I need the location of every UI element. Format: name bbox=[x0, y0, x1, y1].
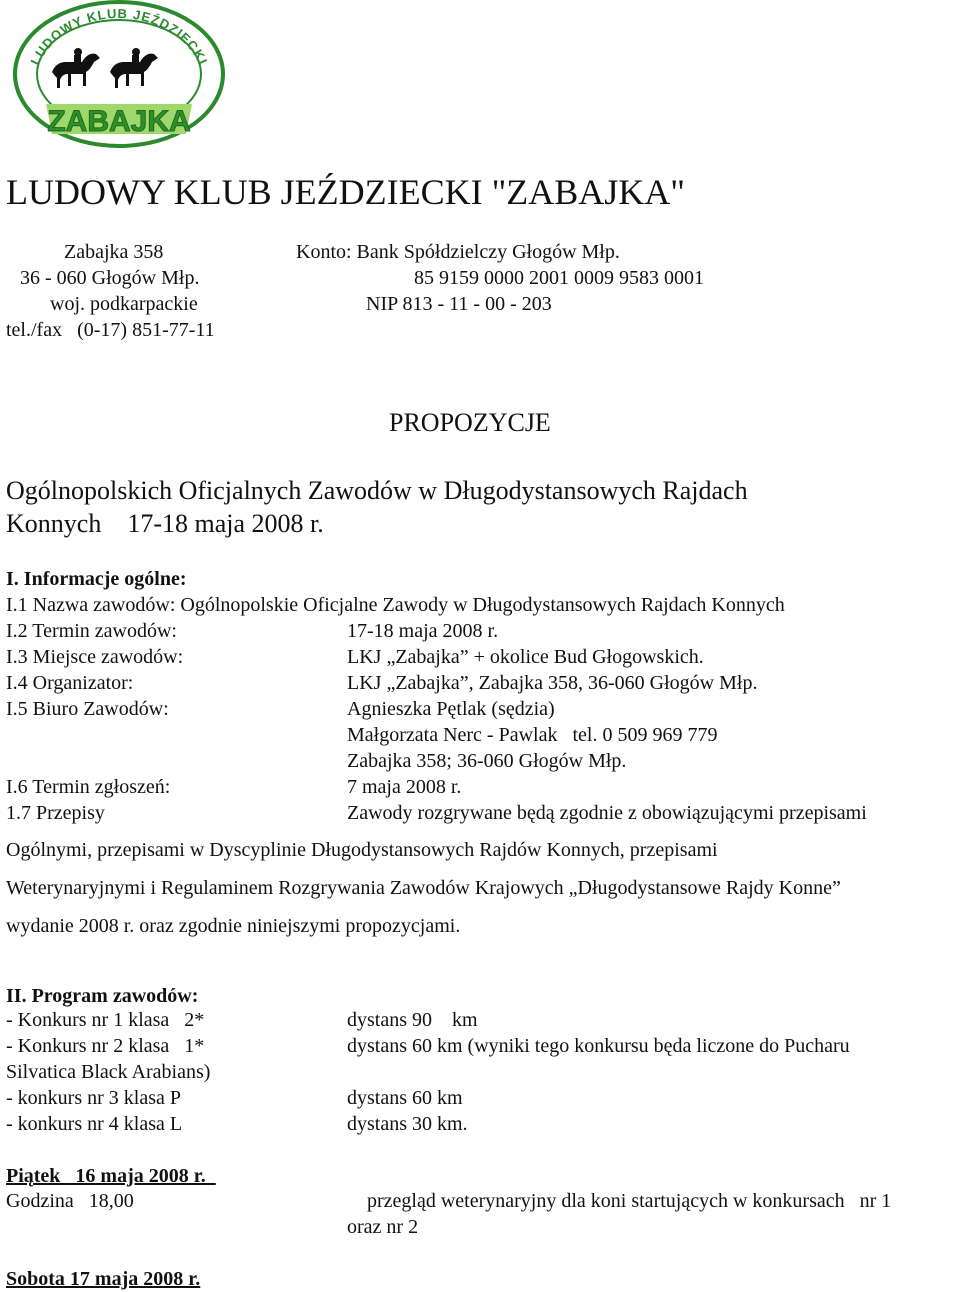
schedule-description: oraz nr 2 bbox=[347, 1216, 419, 1238]
info-value: Małgorzata Nerc - Pawlak tel. 0 509 969 779 bbox=[347, 724, 718, 746]
info-label: 1.7 Przepisy bbox=[6, 802, 105, 824]
program-item-distance: dystans 30 km. bbox=[347, 1113, 468, 1135]
logo-word: ZABAJKA bbox=[47, 105, 191, 138]
info-label: I.2 Termin zawodów: bbox=[6, 620, 177, 642]
info-value: 7 maja 2008 r. bbox=[347, 776, 462, 798]
bank-account-number: 85 9159 0000 2001 0009 9583 0001 bbox=[414, 267, 704, 289]
info-value: Zabajka 358; 36-060 Głogów Młp. bbox=[347, 750, 627, 772]
address-line-3: woj. podkarpackie bbox=[50, 293, 198, 315]
info-label: I.4 Organizator: bbox=[6, 672, 134, 694]
rules-paragraph-line: Ogólnymi, przepisami w Dyscyplinie Długodystansowych Rajdów Konnych, przepisami bbox=[6, 839, 718, 861]
address-line-1: Zabajka 358 bbox=[64, 241, 164, 263]
section-2-heading: II. Program zawodów: bbox=[6, 985, 199, 1007]
club-logo bbox=[12, 0, 226, 150]
rules-paragraph-line: wydanie 2008 r. oraz zgodnie niniejszymi propozycjami. bbox=[6, 915, 461, 937]
info-value: 17-18 maja 2008 r. bbox=[347, 620, 499, 642]
program-item-distance: dystans 60 km bbox=[347, 1087, 463, 1109]
address-line-2: 36 - 060 Głogów Młp. bbox=[20, 267, 200, 289]
info-value: LKJ „Zabajka”, Zabajka 358, 36-060 Głogów Młp. bbox=[347, 672, 758, 694]
section-1-heading: I. Informacje ogólne: bbox=[6, 568, 187, 590]
program-item-distance: dystans 60 km (wyniki tego konkursu będa liczone do Pucharu bbox=[347, 1035, 850, 1057]
club-name: LUDOWY KLUB JEŹDZIECKI "ZABAJKA" bbox=[6, 172, 685, 212]
phone-fax: tel./fax (0-17) 851-77-11 bbox=[6, 319, 215, 341]
info-value: Agnieszka Pętlak (sędzia) bbox=[347, 698, 555, 720]
program-item: - Konkurs nr 1 klasa 2* bbox=[6, 1009, 205, 1031]
logo-ring-text: LUDOWY KLUB JEŹDZIECKI bbox=[27, 5, 211, 68]
friday-date: Piątek 16 maja 2008 r. bbox=[6, 1165, 216, 1187]
program-item: - Konkurs nr 2 klasa 1* bbox=[6, 1035, 205, 1057]
rules-paragraph-line: Weterynaryjnymi i Regulaminem Rozgrywania Zawodów Krajowych „Długodystansowe Rajdy Konne” bbox=[6, 877, 841, 899]
propozycje-title: PROPOZYCJE bbox=[389, 408, 551, 437]
propozycje-subtitle-line-2: Konnych 17-18 maja 2008 r. bbox=[6, 509, 324, 538]
saturday-date: Sobota 17 maja 2008 r. bbox=[6, 1268, 201, 1290]
info-label: I.5 Biuro Zawodów: bbox=[6, 698, 169, 720]
program-item: - konkurs nr 3 klasa P bbox=[6, 1087, 181, 1109]
program-item: Silvatica Black Arabians) bbox=[6, 1061, 211, 1083]
program-item: - konkurs nr 4 klasa L bbox=[6, 1113, 183, 1135]
program-item-distance: dystans 90 km bbox=[347, 1009, 478, 1031]
info-label: I.3 Miejsce zawodów: bbox=[6, 646, 184, 668]
nip-number: NIP 813 - 11 - 00 - 203 bbox=[366, 293, 552, 315]
info-label: I.6 Termin zgłoszeń: bbox=[6, 776, 171, 798]
schedule-description: przegląd weterynaryjny dla koni startujących w konkursach nr 1 bbox=[367, 1190, 892, 1212]
info-value: Zawody rozgrywane będą zgodnie z obowiązującymi przepisami bbox=[347, 802, 867, 824]
schedule-time: Godzina 18,00 bbox=[6, 1190, 134, 1212]
bank-name: Konto: Bank Spółdzielczy Głogów Młp. bbox=[296, 241, 620, 263]
info-value: LKJ „Zabajka” + okolice Bud Głogowskich. bbox=[347, 646, 704, 668]
propozycje-subtitle-line-1: Ogólnopolskich Oficjalnych Zawodów w Długodystansowych Rajdach bbox=[6, 476, 748, 505]
competition-name: I.1 Nazwa zawodów: Ogólnopolskie Oficjalne Zawody w Długodystansowych Rajdach Konnych bbox=[6, 594, 785, 616]
